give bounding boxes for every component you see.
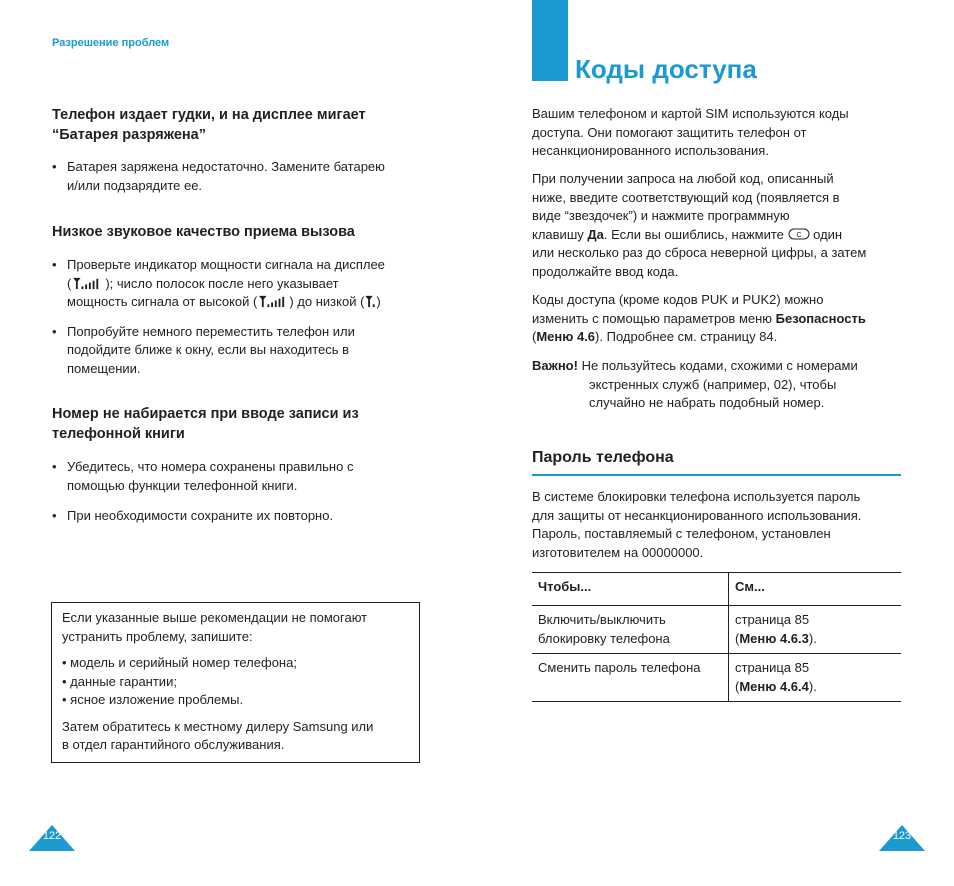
box-list-item: • модель и серийный номер телефона; [62,655,297,670]
table-cell-see [729,606,902,654]
heading-sound-quality: Низкое звуковое качество приема вызова [52,224,355,240]
bullet-move-line2: подойдите ближе к окну, если вы находитесь в [67,342,350,357]
note-line2: экстренных служб (например, 02), чтобы [589,376,837,392]
section-sound-quality [52,222,422,378]
bullet-move-line3: помещении. [67,360,141,376]
password-line3: Пароль, поставляемый с телефоном, установлен [532,526,831,541]
table-row [532,606,901,654]
heading-dialing-line1: Номер не набирается при вводе записи из [52,406,359,422]
table-header-see: См... [735,579,765,594]
table-header-row [532,573,901,606]
box-intro-line1: Если указанные выше рекомендации не помогают [62,610,368,625]
section-battery [52,105,422,195]
box-outro-line1: Затем обратитесь к местному дилеру Samsung или [62,718,374,734]
entry-line2: ниже, введите соответствующий код (появляется в [532,189,840,205]
intro-line2: доступа. Они помогают защитить телефон от [532,124,807,140]
signal-strength-full-icon [257,295,289,308]
subsection-title: Пароль телефона [532,449,674,466]
bullet-signal-line3 [67,293,422,312]
bullet-move-phone [52,323,422,379]
menu-security-label: Безопасность [775,310,866,326]
heading-battery-line1: Телефон издает гудки, и на дисплее мигает [52,107,366,123]
bullet-battery-line1: • Батарея заряжена недостаточно. Замените батарею [67,159,385,174]
subsection-divider [532,474,901,476]
bullet-battery-line2: и/или подзарядите ее. [67,177,203,193]
bullet-signal [52,256,422,312]
entry-line6: продолжайте ввод кода. [532,263,679,279]
entry-line1: При получении запроса на любой код, описанный [532,171,834,186]
paren-open: ( [735,678,740,694]
heading-battery-line2: “Батарея разряжена” [52,127,206,143]
change-line3-b: ). Подробнее см. страницу 84. [595,329,778,344]
change-line2 [532,310,912,329]
intro-line3: несанкционированного использования. [532,143,769,158]
bullet-move-line1: • Попробуйте немного переместить телефон или [67,323,355,339]
cell-line: Включить/выключить [538,612,666,627]
signal-strength-full-icon [71,277,105,290]
cell-line [735,678,895,697]
box-list [62,654,407,710]
box-outro-line2: в отдел гарантийного обслуживания. [62,737,285,752]
bullet-signal-line3-a: мощность сигнала от высокой ( [67,294,258,309]
title-accent-bar [532,0,568,81]
change-line3 [532,328,912,347]
password-paragraph [532,488,912,562]
clear-key-icon [788,228,810,240]
password-table [532,572,901,702]
section-label: Разрешение проблем [52,37,170,49]
bullet-signal-line3-b: ) до низкой ( [289,294,365,309]
page-title: Коды доступа [575,54,757,84]
change-line2-a: изменить с помощью параметров меню [532,310,776,326]
entry-line4-b: . Если вы ошиблись, нажмите [603,226,788,242]
help-box [51,602,420,763]
box-list-item: • ясное изложение проблемы. [62,692,244,707]
page-number-right: 123 [892,830,912,842]
note-label: Важно! [532,358,578,373]
paren-close: ) [376,294,381,309]
note-line3: случайно не набрать подобный номер. [589,395,825,410]
change-line1: Коды доступа (кроме кодов PUK и PUK2) можно [532,292,824,307]
table-header-action: Чтобы... [532,573,729,606]
change-codes-paragraph [532,291,912,347]
paren-open: ( [735,630,740,646]
entry-paragraph [532,170,912,281]
box-intro-line2: устранить проблему, запишите: [62,628,253,644]
entry-line4 [532,226,912,245]
softkey-yes-label: Да [587,226,604,242]
heading-dialing-line2: телефонной книги [52,426,185,442]
cell-line: Сменить пароль телефона [538,660,701,675]
cell-line: страница 85 [735,612,810,627]
note-line1 [532,357,912,376]
bullet-check-line1: • Убедитесь, что номера сохранены правильно с [67,459,354,474]
password-line2: для защиты от несанкционированного использования. [532,507,862,523]
change-line3-a: ( [532,329,537,344]
bullet-check-numbers [52,458,422,495]
table-cell-action [532,654,729,702]
menu-ref: Меню 4.6.3 [739,630,809,646]
entry-line3: виде “звездочек”) и нажмите программную [532,208,790,223]
bullet-save-line: • При необходимости сохраните их повторно. [67,508,334,523]
table-cell-see [729,654,902,702]
cell-line [735,630,895,649]
bullet-signal-line2 [67,275,422,294]
paren-open: ( [67,275,72,291]
bullet-signal-line2-text: ); число полосок после него указывает [105,275,339,291]
entry-line4-c: один [809,226,843,242]
bullet-battery [52,158,422,195]
entry-line5: или несколько раз до сброса неверной цифры, а затем [532,245,867,260]
menu-46-label: Меню 4.6 [536,329,596,344]
intro-paragraph [532,105,912,161]
password-line4: изготовителем на 00000000. [532,544,704,560]
cell-line: страница 85 [735,660,810,675]
section-dialing [52,404,422,526]
bullet-save-again [52,507,422,526]
svg-text:C: C [795,231,802,239]
box-list-item: • данные гарантии; [62,673,177,689]
page-number-left: 122 [42,830,62,842]
bullet-check-line2: помощью функции телефонной книги. [67,477,298,493]
cell-line: блокировку телефона [538,630,670,646]
paren-close: ). [808,678,817,694]
important-note [532,357,912,413]
bullet-signal-line1: • Проверьте индикатор мощности сигнала на дисплее [67,257,385,272]
intro-line1: Вашим телефоном и картой SIM используются коды [532,106,849,121]
entry-line4-a: клавишу [532,226,588,242]
paren-close: ). [808,630,817,646]
menu-ref: Меню 4.6.4 [739,678,809,694]
note-line1-text: Не пользуйтесь кодами, схожими с номерами [577,358,858,373]
table-cell-action [532,606,729,654]
table-row [532,654,901,702]
signal-strength-low-icon [364,295,376,308]
password-line1: В системе блокировки телефона используется пароль [532,489,861,504]
